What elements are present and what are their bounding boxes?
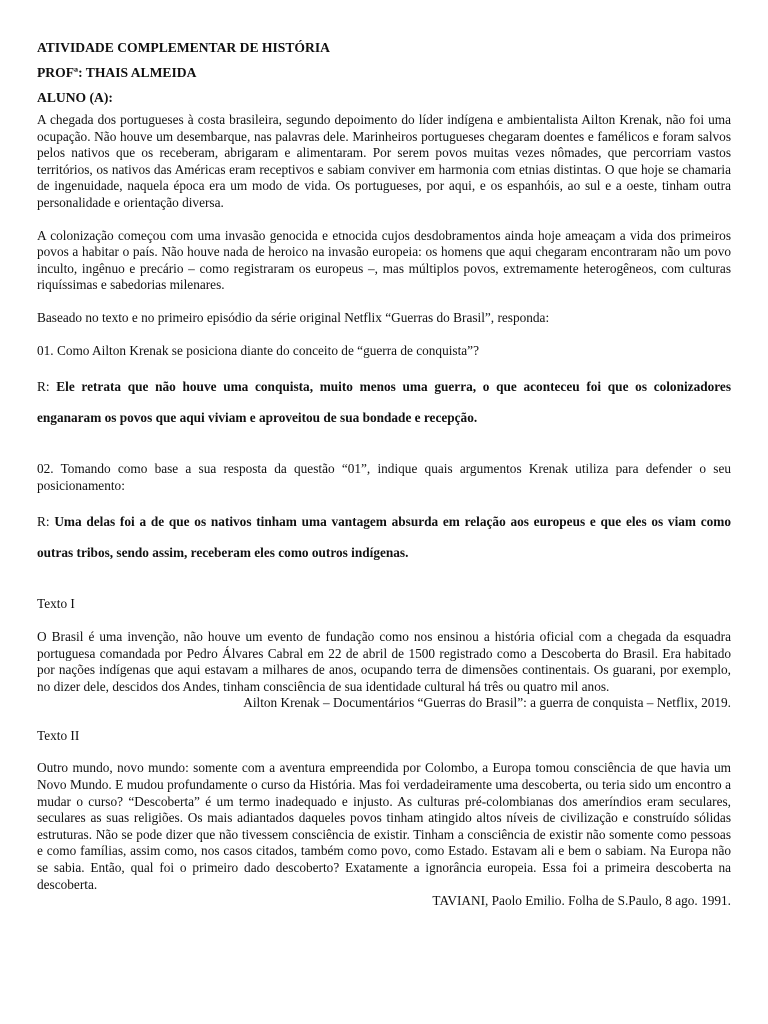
document-title: ATIVIDADE COMPLEMENTAR DE HISTÓRIA xyxy=(37,40,330,55)
question-01: 01. Como Ailton Krenak se posiciona diante do conceito de “guerra de conquista”? xyxy=(37,342,479,358)
spacer xyxy=(37,613,731,629)
texto-2-body: Outro mundo, novo mundo: somente com a aventura empreendida por Colombo, a Europa tomou consciência de que havia um Novo Mundo. E mudou profundamente o curso da História. Mas foi verdadeiramente uma descoberta, ou teria sido um encontro a mudar o curso? “Descoberta” é um termo inadequado e injusto. As culturas pré-colombianas dos ameríndios eram seculares, seculares as suas religiões. Os mais adiantados daqueles povos tinham atingido altos níveis de civilização e construído sólidas estruturas. Não se pode dizer que não tivessem consciência de existir. Tinham a consciência de existir não somente como pessoas e como famílias, assim como, nos casos citados, também como povo, como Estado. Estavam ali e bem o sabiam. Na Europa não se sabia. Então, qual foi o primeiro dado descoberto? Exatamente a ignorância europeia. Essa foi a primeira descoberta na descoberta. xyxy=(37,760,731,892)
texto-2-citation: TAVIANI, Paolo Emilio. Folha de S.Paulo, 8 ago. 1991. xyxy=(432,893,731,909)
texto-1-body: O Brasil é uma invenção, não houve um evento de fundação como nos ensinou a história oficial com a chegada da esquadra portuguesa comandada por Pedro Álvares Cabral em 22 de abril de 1500 registrado como a Descoberta do Brasil. Era habitado por nações indígenas que aqui estavam a milhares de anos, ocupando terra de dimensões continentais. Os guarani, por exemplo, no dizer dele, descidos dos Andes, tinham consciência de sua identidade cultural há três ou quatro mil anos. xyxy=(37,628,731,694)
spacer xyxy=(37,433,731,449)
instruction-text: Baseado no texto e no primeiro episódio da série original Netflix “Guerras do Brasil”, responda: xyxy=(37,309,550,325)
spacer xyxy=(37,744,731,760)
spacer xyxy=(37,712,731,728)
spacer xyxy=(37,584,731,596)
question-02: 02. Tomando como base a sua resposta da questão “01”, indique quais argumentos Krenak utiliza para defender o seu posicionamento: xyxy=(37,461,731,493)
intro-paragraph-2: A colonização começou com uma invasão genocida e etnocida cujos desdobramentos ainda hoje ameaçam a vida dos primeiros povos a habitar o país. Não houve nada de heroico na invasão europeia: os homens que aqui chegaram encontraram não um povo inculto, ingênuo e precário – como registraram os europeus –, mas múltiplos povos, extremamente heterogêneos, com culturas riquíssimas e sabedorias milenares. xyxy=(37,227,731,293)
answer-02 xyxy=(37,506,731,568)
answer-prefix: R: xyxy=(37,379,57,395)
answer-text: Uma delas foi a de que os nativos tinham uma vantagem absurda em relação aos europeus e que eles os viam como outras tribos, sendo assim, receberam eles como outros indígenas. xyxy=(37,514,731,561)
answer-text: Ele retrata que não houve uma conquista, muito menos uma guerra, o que aconteceu foi que os colonizadores enganaram os povos que aqui viviam e aproveitou de sua bondade e recepção. xyxy=(37,379,732,426)
spacer xyxy=(37,327,731,343)
student-line: ALUNO (A): xyxy=(37,90,113,105)
teacher-line: PROFª: THAIS ALMEIDA xyxy=(37,65,197,80)
answer-01 xyxy=(37,371,731,433)
answer-prefix: R: xyxy=(37,514,55,530)
texto-2-title: Texto II xyxy=(37,727,80,743)
spacer xyxy=(37,294,731,310)
texto-1-citation: Ailton Krenak – Documentários “Guerras do Brasil”: a guerra de conquista – Netflix, 2019. xyxy=(243,695,731,711)
spacer xyxy=(37,449,731,461)
spacer xyxy=(37,494,731,506)
intro-paragraph-1: A chegada dos portugueses à costa brasileira, segundo depoimento do líder indígena e ambientalista Ailton Krenak, não foi uma ocupação. Não houve um desembarque, nas palavras dele. Marinheiros portugueses chegaram doentes e famélicos e foram salvos pelos nativos que os receberam, abrigaram e alimentaram. Por serem povos muitas vezes nômades, que percorriam vastos territórios, os nativos das Américas eram receptivos e sabiam conviver em harmonia com etnias distintas. O que hoje se chamaria de ingenuidade, naquela época era um modo de vida. Os portugueses, por aqui, e os espanhóis, ao sul e a oeste, tinham outra personalidade e orientação diversa. xyxy=(37,112,731,210)
spacer xyxy=(37,359,731,371)
document-page xyxy=(37,40,731,910)
texto-1-title: Texto I xyxy=(37,596,75,612)
spacer xyxy=(37,568,731,584)
spacer xyxy=(37,212,731,228)
